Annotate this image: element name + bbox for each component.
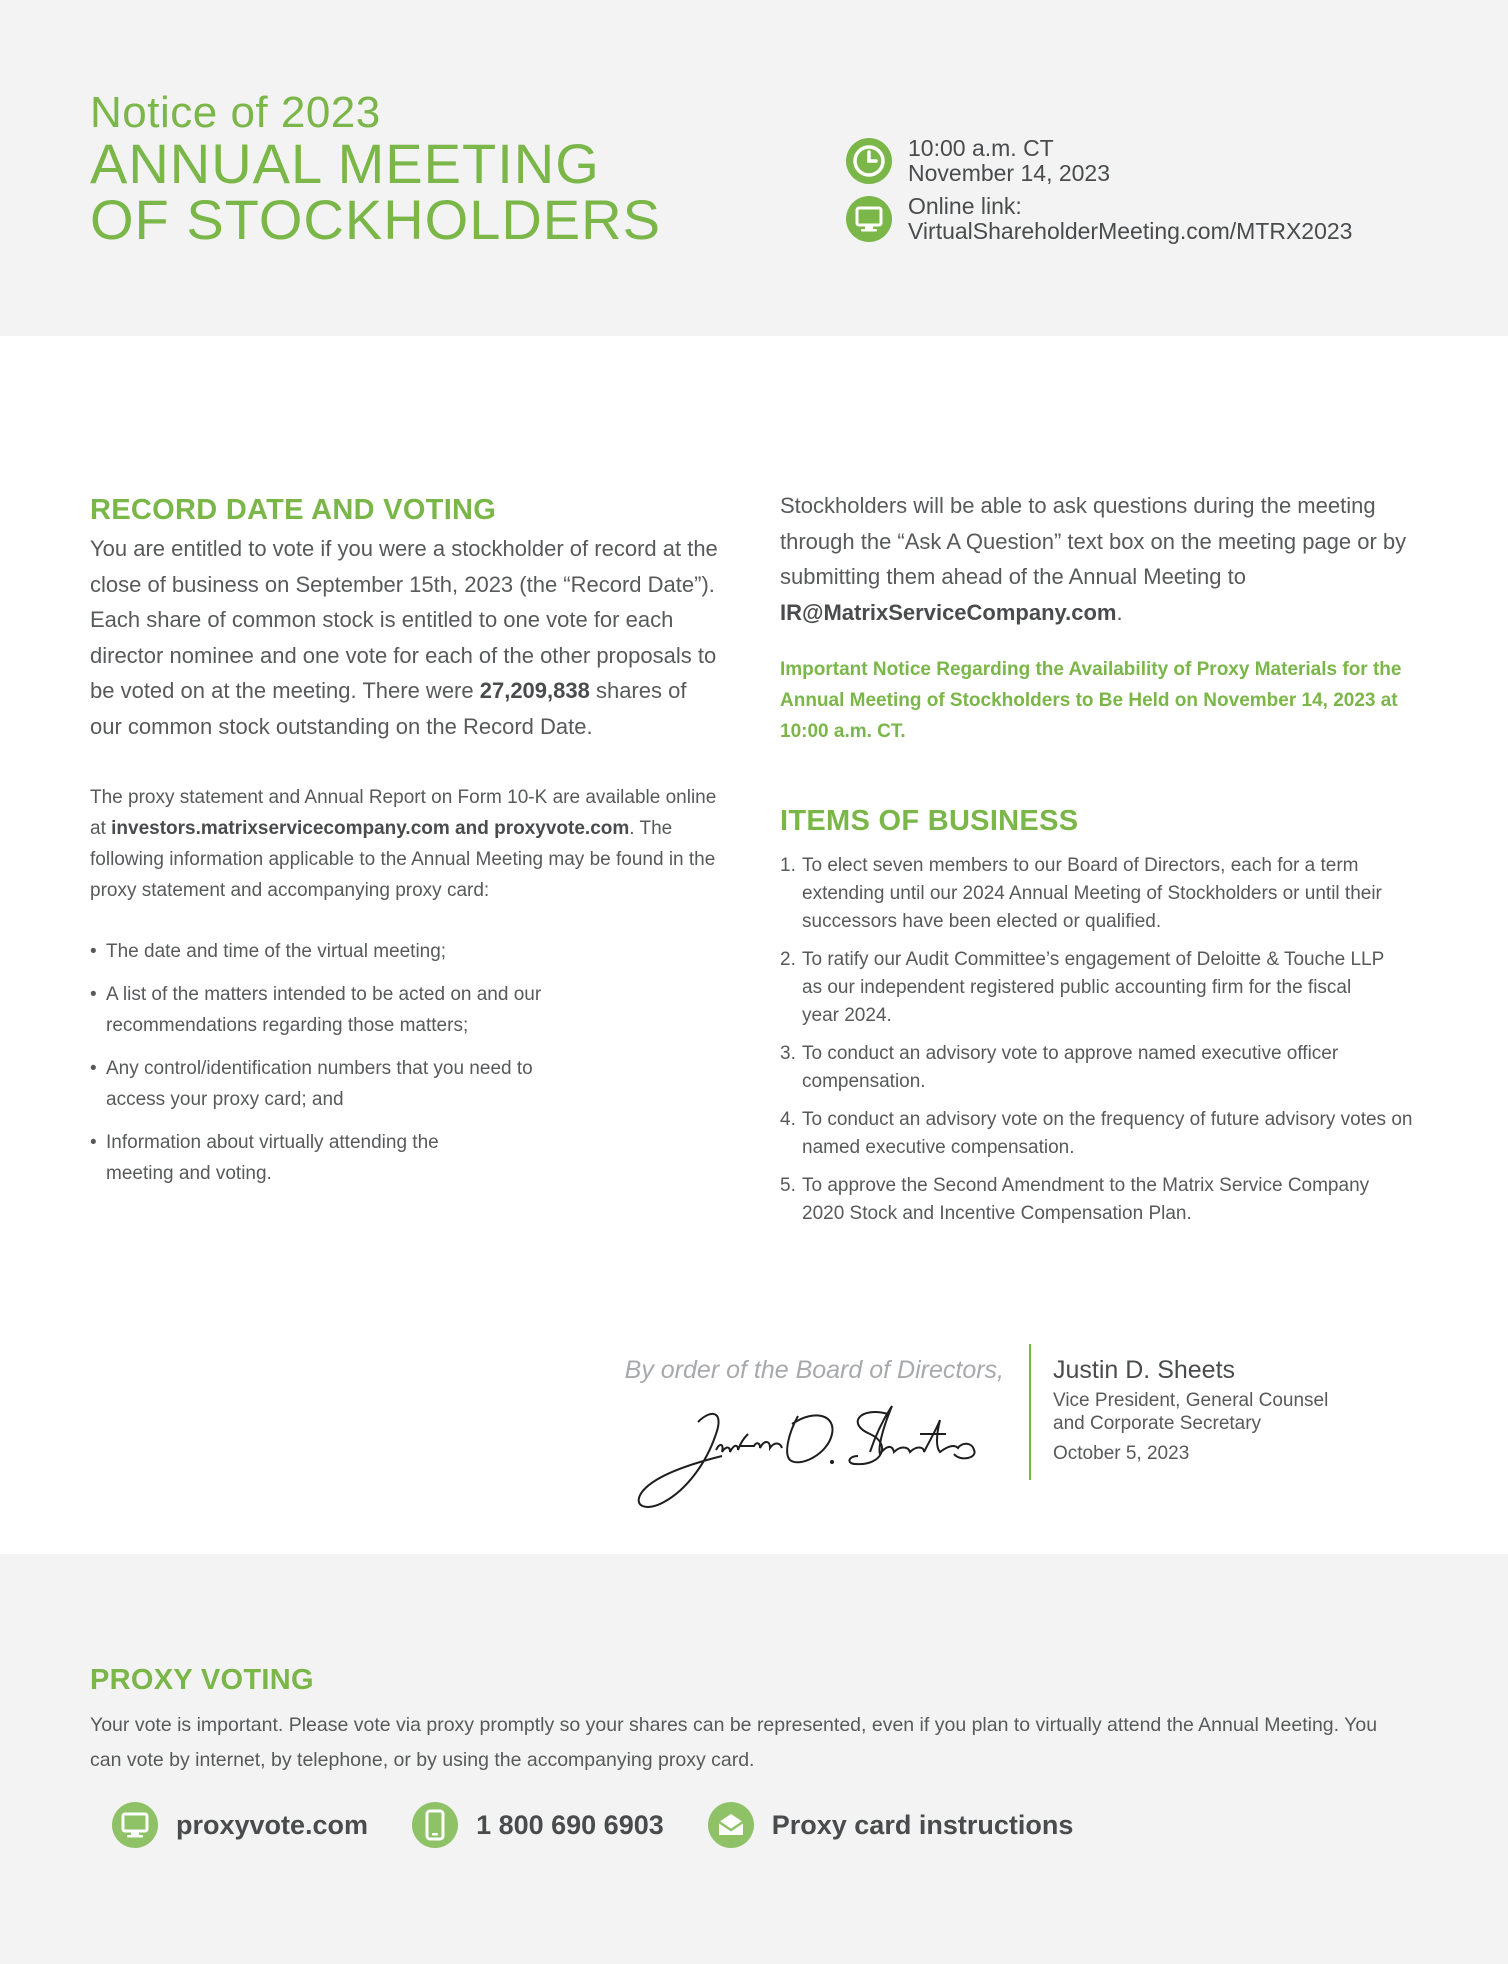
item-text: To conduct an advisory vote to approve named executive officer compensation. bbox=[802, 1043, 1339, 1092]
online-link-url[interactable]: VirtualShareholderMeeting.com/MTRX2023 bbox=[908, 218, 1353, 244]
items-of-business-heading: ITEMS OF BUSINESS bbox=[780, 805, 1079, 837]
signature-block bbox=[560, 1344, 1440, 1514]
proxy-availability-text-b: . The following information applicable to the Annual Meeting may be found in the proxy statement and accompanying proxy card: bbox=[90, 818, 716, 901]
item-number: 3. bbox=[780, 1043, 796, 1064]
list-item: • Information about virtually attending the meeting and voting. bbox=[90, 1127, 490, 1189]
meeting-info bbox=[846, 136, 1352, 244]
item-number: 2. bbox=[780, 949, 796, 970]
page-title bbox=[90, 132, 661, 251]
vote-mail-label[interactable]: Proxy card instructions bbox=[771, 1809, 1074, 1840]
signer-title-line1: Vice President, General Counsel bbox=[1053, 1390, 1329, 1411]
meeting-date: November 14, 2023 bbox=[908, 160, 1111, 186]
signature-divider bbox=[1029, 1344, 1031, 1480]
record-date-heading: RECORD DATE AND VOTING bbox=[90, 494, 497, 526]
meeting-time: 10:00 a.m. CT bbox=[908, 135, 1054, 161]
list-item bbox=[780, 1172, 1380, 1228]
record-date-text-a: You are entitled to vote if you were a stockholder of record at the close of business on September 15th, 2023 (the “Record Date”). Each share of common stock is entitled to one vote for each director nominee and one vote for each of the other proposals to be voted on at the meeting. There were bbox=[90, 536, 718, 703]
notice-subtitle: Notice of 2023 bbox=[90, 88, 381, 137]
signer-info bbox=[1053, 1356, 1328, 1465]
monitor-icon bbox=[112, 1802, 158, 1848]
proxy-voting-text: Your vote is important. Please vote via proxy promptly so your shares can be represented, even if you plan to virtually attend the Annual Meeting. You can vote by internet, by telephone, or by using the accompanying proxy card. bbox=[90, 1714, 1378, 1771]
handwritten-signature bbox=[620, 1394, 1006, 1514]
signer-title-line2: and Corporate Secretary bbox=[1053, 1413, 1262, 1434]
list-item bbox=[780, 852, 1420, 936]
proxy-availability-paragraph bbox=[90, 782, 720, 906]
record-date-text-b: shares of our common stock outstanding on the Record Date. bbox=[90, 678, 687, 739]
monitor-icon bbox=[846, 196, 892, 242]
list-item: • The date and time of the virtual meeting; bbox=[90, 936, 720, 967]
vote-phone-label[interactable]: 1 800 690 6903 bbox=[476, 1809, 664, 1840]
list-item bbox=[780, 946, 1390, 1030]
signer-title bbox=[1053, 1389, 1328, 1435]
by-order-text: By order of the Board of Directors, bbox=[624, 1356, 1004, 1384]
online-link-row bbox=[846, 194, 1352, 244]
proxy-info-list bbox=[90, 936, 720, 1189]
proxy-availability-text-a: The proxy statement and Annual Report on Form 10-K are available online at bbox=[90, 787, 717, 839]
meeting-time-row bbox=[846, 136, 1352, 186]
vote-phone-link[interactable] bbox=[412, 1802, 664, 1848]
vote-online-link[interactable] bbox=[112, 1802, 368, 1848]
item-text: To elect seven members to our Board of Directors, each for a term extending until our 2024 Annual Meeting of Stockholders or until their successors have been elected or qualified. bbox=[802, 855, 1382, 932]
questions-text-a: Stockholders will be able to ask questions during the meeting through the “Ask A Question” text box on the meeting page or by submitting them ahead of the Annual Meeting to bbox=[780, 493, 1407, 589]
signature-date: October 5, 2023 bbox=[1053, 1443, 1190, 1464]
proxy-voting-panel bbox=[0, 1554, 1508, 1964]
proxy-availability-notice: Important Notice Regarding the Availability of Proxy Materials for the Annual Meeting of Stockholders to Be Held on November 14, 2023 at 10:00 a.m. CT. bbox=[780, 659, 1402, 742]
item-number: 1. bbox=[780, 855, 796, 876]
meeting-details-section bbox=[780, 494, 1420, 1238]
vote-mail-link[interactable] bbox=[708, 1802, 1074, 1848]
phone-icon bbox=[412, 1802, 458, 1848]
voting-methods bbox=[112, 1802, 1117, 1848]
page-title-line2: OF STOCKHOLDERS bbox=[90, 188, 661, 251]
vote-online-label[interactable]: proxyvote.com bbox=[176, 1809, 369, 1840]
clock-icon bbox=[846, 138, 892, 184]
proxy-availability-links[interactable]: investors.matrixservicecompany.com and proxyvote.com bbox=[111, 818, 630, 839]
questions-paragraph bbox=[780, 488, 1420, 630]
page-title-line1: ANNUAL MEETING bbox=[90, 132, 600, 195]
record-date-section bbox=[90, 494, 720, 1201]
item-number: 4. bbox=[780, 1109, 796, 1130]
header-panel bbox=[0, 0, 1508, 336]
proxy-voting-heading: PROXY VOTING bbox=[90, 1664, 314, 1696]
list-item bbox=[780, 1106, 1420, 1162]
list-item: • Any control/identification numbers that you need to access your proxy card; and bbox=[90, 1053, 560, 1115]
item-text: To ratify our Audit Committee’s engagement of Deloitte & Touche LLP as our independent registered public accounting firm for the fiscal year 2024. bbox=[802, 949, 1384, 1026]
online-link-label: Online link: bbox=[908, 193, 1022, 219]
ir-email-link[interactable]: IR@MatrixServiceCompany.com bbox=[780, 599, 1117, 625]
shares-outstanding: 27,209,838 bbox=[479, 678, 590, 703]
record-date-paragraph bbox=[90, 531, 720, 744]
signer-name: Justin D. Sheets bbox=[1053, 1356, 1236, 1384]
item-number: 5. bbox=[780, 1175, 796, 1196]
item-text: To conduct an advisory vote on the frequency of future advisory votes on named executive compensation. bbox=[802, 1109, 1413, 1158]
items-of-business-list bbox=[780, 852, 1420, 1228]
item-text: To approve the Second Amendment to the Matrix Service Company 2020 Stock and Incentive Compensation Plan. bbox=[802, 1175, 1370, 1224]
list-item bbox=[780, 1040, 1380, 1096]
list-item: • A list of the matters intended to be acted on and our recommendations regarding those matters; bbox=[90, 979, 620, 1041]
questions-text-b: . bbox=[1116, 599, 1123, 625]
envelope-icon bbox=[708, 1802, 754, 1848]
